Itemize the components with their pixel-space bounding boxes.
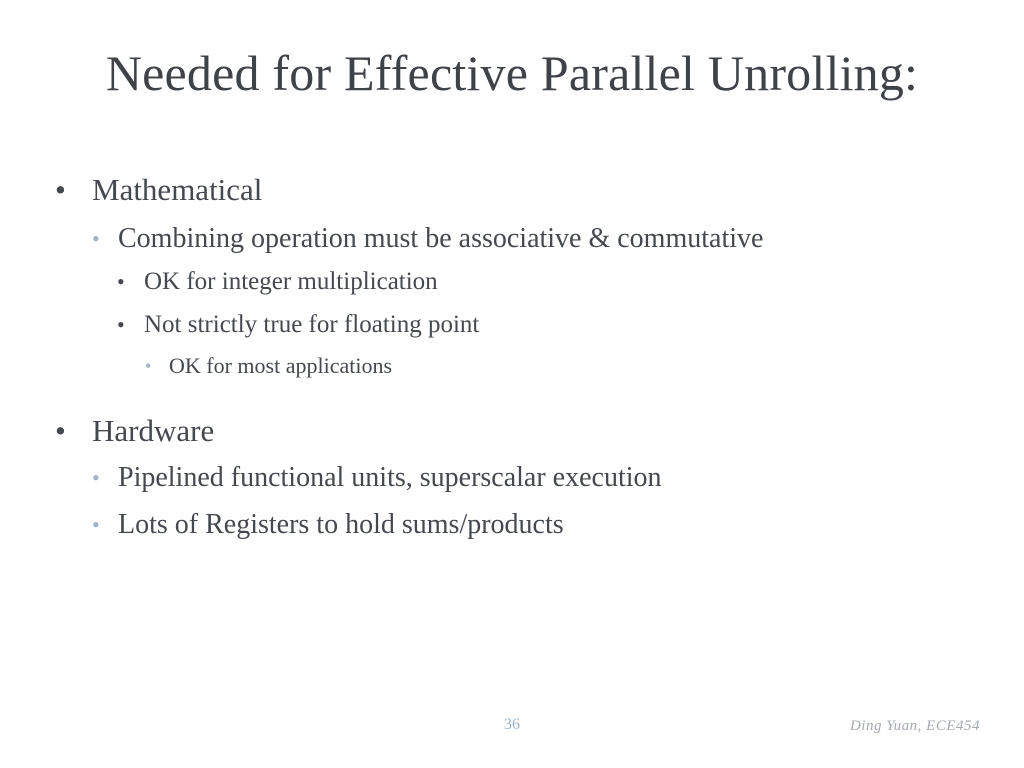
bullet-dot: • [92,465,100,490]
bullet-dot: • [92,512,100,537]
bullet-text: OK for integer multiplication [144,268,438,295]
slide-title: Needed for Effective Parallel Unrolling: [105,45,919,101]
bullet-text: Not strictly true for floating point [144,311,480,338]
footer-author: Ding Yuan, ECE454 [849,718,980,734]
bullet-item-level2 [92,221,764,257]
bullet-text: Hardware [92,413,215,448]
bullet-text: Pipelined functional units, superscalar execution [118,462,662,493]
bullet-dot: • [55,172,66,207]
bullet-item-level4 [145,352,393,380]
bullet-item-level1 [55,411,215,451]
bullet-item-level1 [55,170,263,210]
bullet-text: Combining operation must be associative & commutative [118,223,764,254]
bullet-dot: • [55,413,66,448]
bullet-dot: • [117,312,125,337]
bullet-dot: • [92,226,100,251]
bullet-item-level2 [92,507,564,543]
bullet-item-level2 [92,460,662,496]
bullet-item-level3 [117,266,438,298]
bullet-dot: • [117,269,125,294]
page-number: 36 [504,716,520,733]
bullet-text: Lots of Registers to hold sums/products [118,509,564,540]
bullet-dot: • [145,356,152,376]
bullet-text: Mathematical [92,172,263,207]
bullet-text: OK for most applications [169,353,393,378]
bullet-item-level3 [117,309,480,341]
